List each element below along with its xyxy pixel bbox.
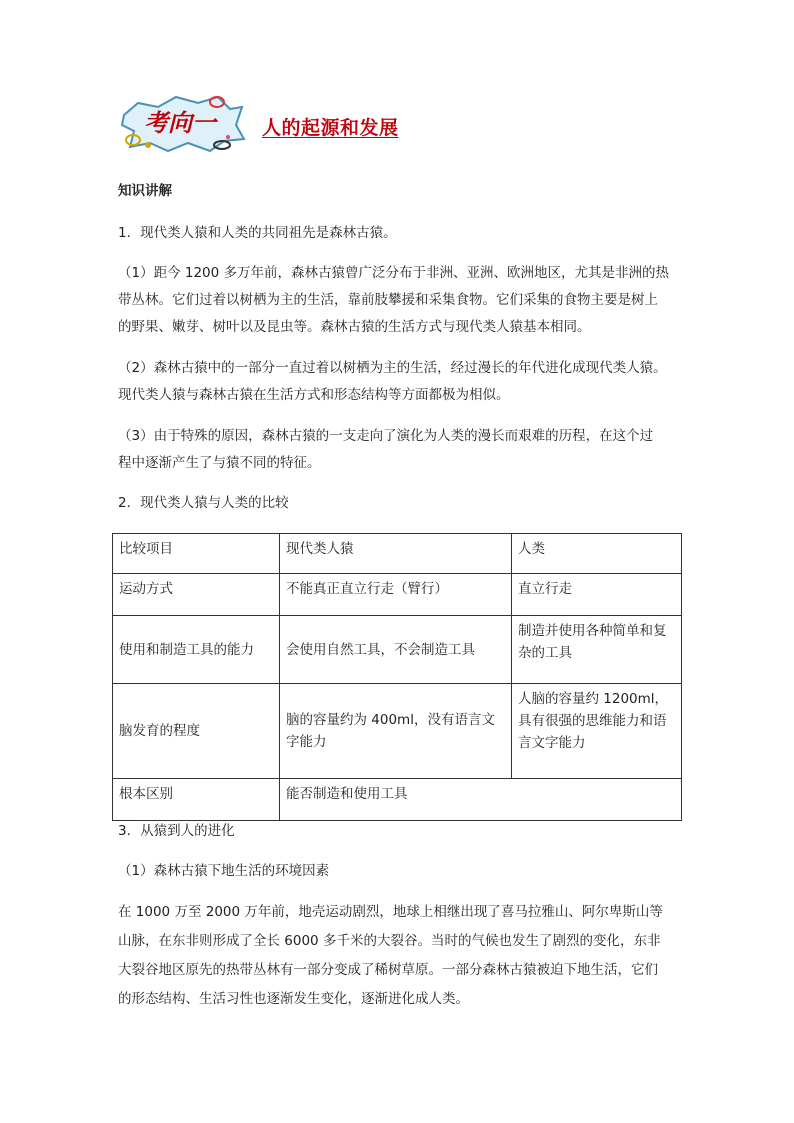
evolution-heading: 3．从猿到人的进化 (118, 823, 235, 839)
knowledge-heading: 知识讲解 (118, 183, 172, 199)
table-cell: 使用和制造工具的能力 (113, 616, 280, 684)
environment-line-1: 在 1000 万至 2000 万年前，地壳运动剧烈，地球上相继出现了喜马拉雅山、阿尔卑斯山等 (118, 904, 663, 920)
section-badge (118, 93, 246, 153)
comparison-table (112, 533, 682, 821)
table-cell: 根本区别 (113, 779, 280, 821)
environment-subheading: （1）森林古猿下地生活的环境因素 (118, 863, 330, 879)
table-cell: 脑发育的程度 (113, 684, 280, 779)
table-header-cell: 现代类人猿 (280, 534, 512, 574)
badge-text: 考向一 (144, 108, 216, 137)
table-cell: 直立行走 (512, 574, 682, 616)
table-cell: 会使用自然工具，不会制造工具 (280, 616, 512, 684)
table-row (113, 684, 682, 779)
paragraph-3-line-2: 现代类人猿与森林古猿在生活方式和形态结构等方面都极为相似。 (118, 387, 510, 403)
paragraph-1: 1．现代类人猿和人类的共同祖先是森林古猿。 (118, 225, 397, 241)
section-title: 人的起源和发展 (262, 117, 399, 139)
table-cell: 运动方式 (113, 574, 280, 616)
table-row (113, 779, 682, 821)
paragraph-2-line-1: （1）距今 1200 多万年前，森林古猿曾广泛分布于非洲、亚洲、欧洲地区，尤其是非洲的热 (118, 265, 670, 281)
paragraph-2-line-3: 的野果、嫩芽、树叶以及昆虫等。森林古猿的生活方式与现代类人猿基本相同。 (118, 319, 591, 335)
table-header-cell: 人类 (512, 534, 682, 574)
paragraph-4-line-1: （3）由于特殊的原因，森林古猿的一支走向了演化为人类的漫长而艰难的历程，在这个过 (118, 428, 654, 444)
comparison-heading: 2．现代类人猿与人类的比较 (118, 495, 289, 511)
table-row (113, 574, 682, 616)
table-cell: 制造并使用各种简单和复杂的工具 (512, 616, 682, 684)
environment-line-3: 大裂谷地区原先的热带丛林有一部分变成了稀树草原。一部分森林古猿被迫下地生活，它们 (118, 962, 658, 978)
table-row (113, 616, 682, 684)
paragraph-2-line-2: 带丛林。它们过着以树栖为主的生活，靠前肢攀援和采集食物。它们采集的食物主要是树上 (118, 292, 658, 308)
paragraph-3-line-1: （2）森林古猿中的一部分一直过着以树栖为主的生活，经过漫长的年代进化成现代类人猿。 (118, 360, 667, 376)
table-cell: 脑的容量约为 400ml，没有语言文字能力 (280, 684, 512, 779)
environment-line-2: 山脉，在东非则形成了全长 6000 多千米的大裂谷。当时的气候也发生了剧烈的变化，东非 (118, 933, 661, 949)
table-cell: 人脑的容量约 1200ml，具有很强的思维能力和语言文字能力 (512, 684, 682, 779)
table-cell: 能否制造和使用工具 (280, 779, 682, 821)
paragraph-4-line-2: 程中逐渐产生了与猿不同的特征。 (118, 455, 321, 471)
table-header-row (113, 534, 682, 574)
table-cell: 不能真正直立行走（臂行） (280, 574, 512, 616)
environment-line-4: 的形态结构、生活习性也逐渐发生变化，逐渐进化成人类。 (118, 991, 469, 1007)
table-header-cell: 比较项目 (113, 534, 280, 574)
